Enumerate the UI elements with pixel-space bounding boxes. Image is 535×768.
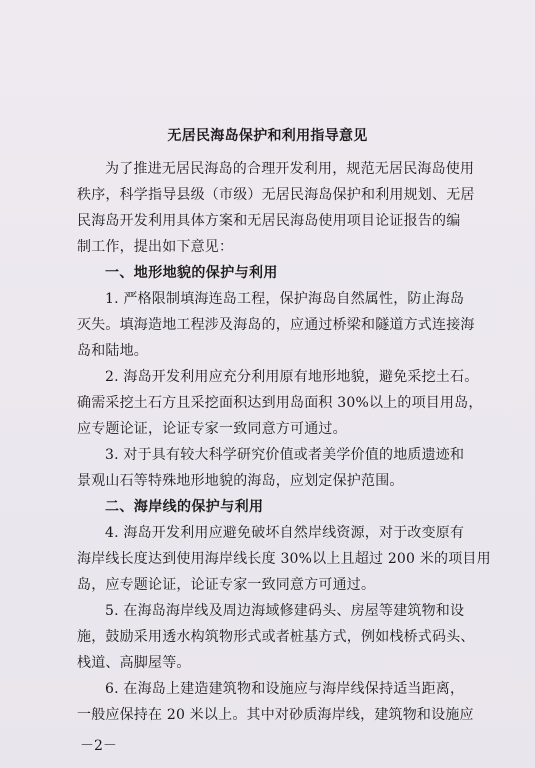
item-6-line-1: 6. 在海岛上建造建筑物和设施应与海岸线保持适当距离， <box>105 681 465 697</box>
item-2-line-1: 2. 海岛开发利用应充分利用原有地形地貌，避免采挖土石。 <box>105 369 479 385</box>
item-6-line-2: 一般应保持在 20 米以上。其中对砂质海岸线，建筑物和设施应 <box>77 707 474 723</box>
section-heading-terrain: 一、地形地貌的保护与利用 <box>105 265 278 281</box>
item-5-line-1: 5. 在海岛海岸线及周边海域修建码头、房屋等建筑物和设 <box>105 603 465 619</box>
item-3-line-2: 景观山石等特殊地形地貌的海岛，应划定保护范围。 <box>77 473 404 489</box>
intro-line-4: 制工作，提出如下意见： <box>77 239 234 255</box>
item-4-line-2: 海岸线长度达到使用海岸线长度 30%以上且超过 200 米的项目用 <box>77 551 491 567</box>
item-2-line-2: 确需采挖土石方且采挖面积达到用岛面积 30%以上的项目用岛， <box>77 395 483 411</box>
item-1-line-3: 岛和陆地。 <box>77 343 148 359</box>
item-3-line-1: 3. 对于具有较大科学研究价值或者美学价值的地质遗迹和 <box>105 447 465 463</box>
section-heading-coastline: 二、海岸线的保护与利用 <box>105 499 264 515</box>
item-1-line-1: 1. 严格限制填海连岛工程，保护海岛自然属性，防止海岛 <box>105 291 465 307</box>
intro-line-2: 秩序，科学指导县级（市级）无居民海岛保护和利用规划、无居 <box>77 187 475 203</box>
item-1-line-2: 灭失。填海造地工程涉及海岛的，应通过桥梁和隧道方式连接海 <box>77 317 475 333</box>
intro-line-1: 为了推进无居民海岛的合理开发利用，规范无居民海岛使用 <box>105 161 475 177</box>
page-number: －2－ <box>80 738 117 754</box>
item-4-line-3: 岛，应专题论证，论证专家一致同意方可通过。 <box>77 577 376 593</box>
item-4-line-1: 4. 海岛开发利用应避免破坏自然岸线资源，对于改变原有 <box>105 525 465 541</box>
item-2-line-3: 应专题论证，论证专家一致同意方可通过。 <box>77 421 347 437</box>
item-5-line-3: 栈道、高脚屋等。 <box>77 655 191 671</box>
item-5-line-2: 施，鼓励采用透水构筑物形式或者桩基方式，例如栈桥式码头、 <box>77 629 475 645</box>
intro-line-3: 民海岛开发利用具体方案和无居民海岛使用项目论证报告的编 <box>77 213 461 229</box>
document-title: 无居民海岛保护和利用指导意见 <box>167 128 368 144</box>
